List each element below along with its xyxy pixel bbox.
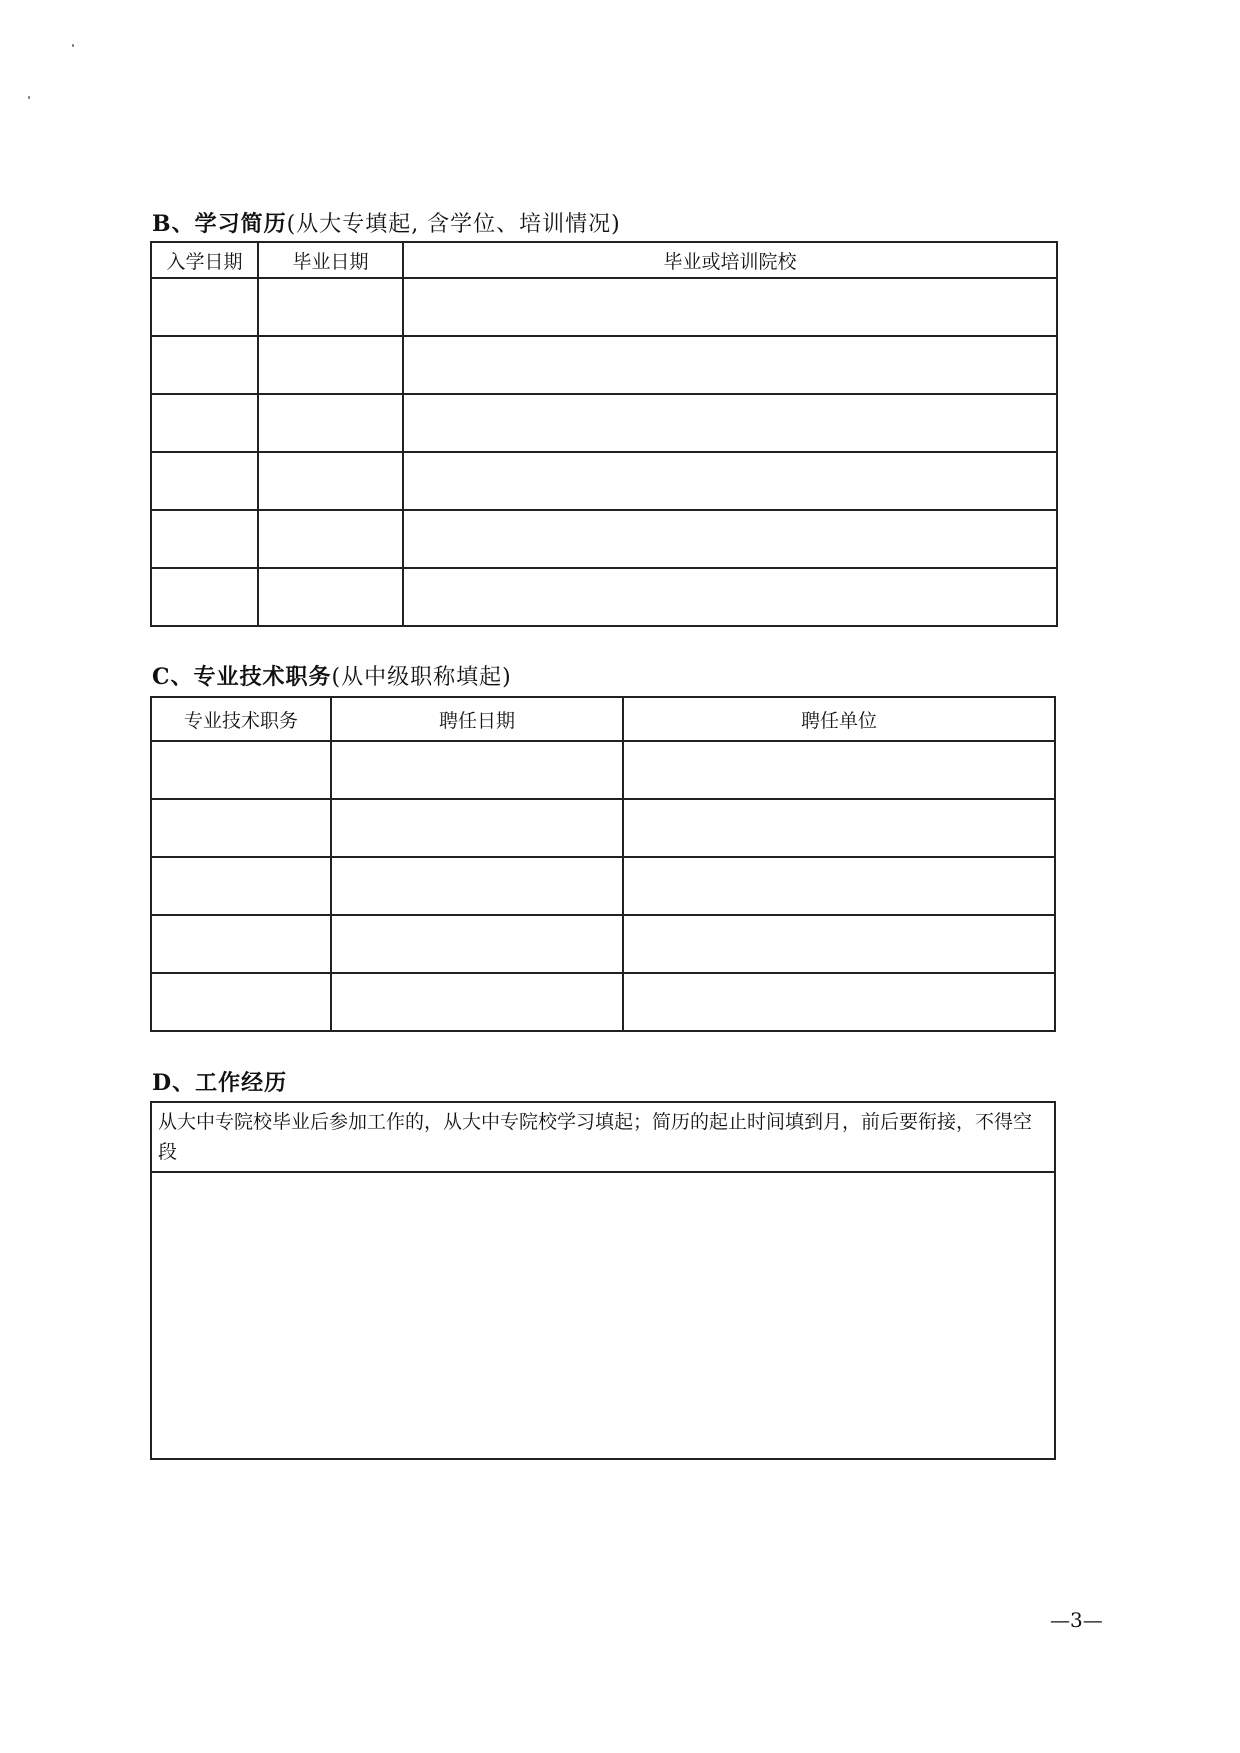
column-header-institution: 毕业或培训院校 bbox=[403, 242, 1057, 278]
section-c-title-lead: C、专业技术职务 bbox=[152, 664, 332, 690]
enrollment-date-cell[interactable] bbox=[151, 278, 258, 336]
graduation-date-cell[interactable] bbox=[258, 510, 403, 568]
column-header-graduation-date: 毕业日期 bbox=[258, 242, 403, 278]
professional-title-cell[interactable] bbox=[151, 799, 331, 857]
table-header-row bbox=[151, 242, 1057, 278]
table-row bbox=[151, 741, 1055, 799]
institution-cell[interactable] bbox=[403, 336, 1057, 394]
graduation-date-cell[interactable] bbox=[258, 278, 403, 336]
institution-cell[interactable] bbox=[403, 452, 1057, 510]
work-history-entry-area[interactable] bbox=[151, 1172, 1055, 1459]
page-number: —3— bbox=[1050, 1608, 1103, 1632]
table-header-row bbox=[151, 697, 1055, 741]
table-row bbox=[151, 452, 1057, 510]
work-history-table bbox=[150, 1101, 1056, 1460]
table-row bbox=[151, 336, 1057, 394]
professional-title-cell[interactable] bbox=[151, 741, 331, 799]
graduation-date-cell[interactable] bbox=[258, 394, 403, 452]
column-header-professional-title: 专业技术职务 bbox=[151, 697, 331, 741]
section-c-title-note: (从中级职称填起) bbox=[331, 665, 512, 690]
institution-cell[interactable] bbox=[403, 278, 1057, 336]
table-row bbox=[151, 510, 1057, 568]
education-history-table bbox=[150, 241, 1058, 627]
table-row bbox=[151, 394, 1057, 452]
section-d-title bbox=[152, 1066, 287, 1097]
table-row bbox=[151, 278, 1057, 336]
table-row bbox=[151, 857, 1055, 915]
enrollment-date-cell[interactable] bbox=[151, 452, 258, 510]
appointment-date-cell[interactable] bbox=[331, 857, 623, 915]
graduation-date-cell[interactable] bbox=[258, 568, 403, 626]
table-row bbox=[151, 973, 1055, 1031]
appointment-date-cell[interactable] bbox=[331, 915, 623, 973]
appointment-date-cell[interactable] bbox=[331, 973, 623, 1031]
column-header-enrollment-date: 入学日期 bbox=[151, 242, 258, 278]
enrollment-date-cell[interactable] bbox=[151, 394, 258, 452]
professional-title-table bbox=[150, 696, 1056, 1032]
appointment-date-cell[interactable] bbox=[331, 741, 623, 799]
enrollment-date-cell[interactable] bbox=[151, 568, 258, 626]
professional-title-cell[interactable] bbox=[151, 915, 331, 973]
institution-cell[interactable] bbox=[403, 394, 1057, 452]
appointment-date-cell[interactable] bbox=[331, 799, 623, 857]
institution-cell[interactable] bbox=[403, 510, 1057, 568]
institution-cell[interactable] bbox=[403, 568, 1057, 626]
column-header-appointment-date: 聘任日期 bbox=[331, 697, 623, 741]
appointing-unit-cell[interactable] bbox=[623, 973, 1055, 1031]
table-row bbox=[151, 915, 1055, 973]
graduation-date-cell[interactable] bbox=[258, 452, 403, 510]
scan-speck bbox=[72, 44, 74, 47]
appointing-unit-cell[interactable] bbox=[623, 857, 1055, 915]
table-row bbox=[151, 1102, 1055, 1172]
enrollment-date-cell[interactable] bbox=[151, 336, 258, 394]
table-row bbox=[151, 568, 1057, 626]
table-row bbox=[151, 1172, 1055, 1459]
scan-speck bbox=[28, 96, 30, 99]
section-b-title-note: (从大专填起, 含学位、培训情况) bbox=[286, 212, 621, 237]
section-b-title-lead: B、学习简历 bbox=[152, 211, 287, 237]
section-b-title bbox=[152, 207, 621, 238]
appointing-unit-cell[interactable] bbox=[623, 799, 1055, 857]
professional-title-cell[interactable] bbox=[151, 973, 331, 1031]
section-c-title bbox=[152, 660, 512, 691]
professional-title-cell[interactable] bbox=[151, 857, 331, 915]
appointing-unit-cell[interactable] bbox=[623, 915, 1055, 973]
work-history-instructions: 从大中专院校毕业后参加工作的，从大中专院校学习填起；简历的起止时间填到月，前后要衔接，不得空段 bbox=[151, 1102, 1055, 1172]
enrollment-date-cell[interactable] bbox=[151, 510, 258, 568]
column-header-appointing-unit: 聘任单位 bbox=[623, 697, 1055, 741]
section-d-title-lead: D、工作经历 bbox=[152, 1070, 288, 1096]
appointing-unit-cell[interactable] bbox=[623, 741, 1055, 799]
table-row bbox=[151, 799, 1055, 857]
graduation-date-cell[interactable] bbox=[258, 336, 403, 394]
